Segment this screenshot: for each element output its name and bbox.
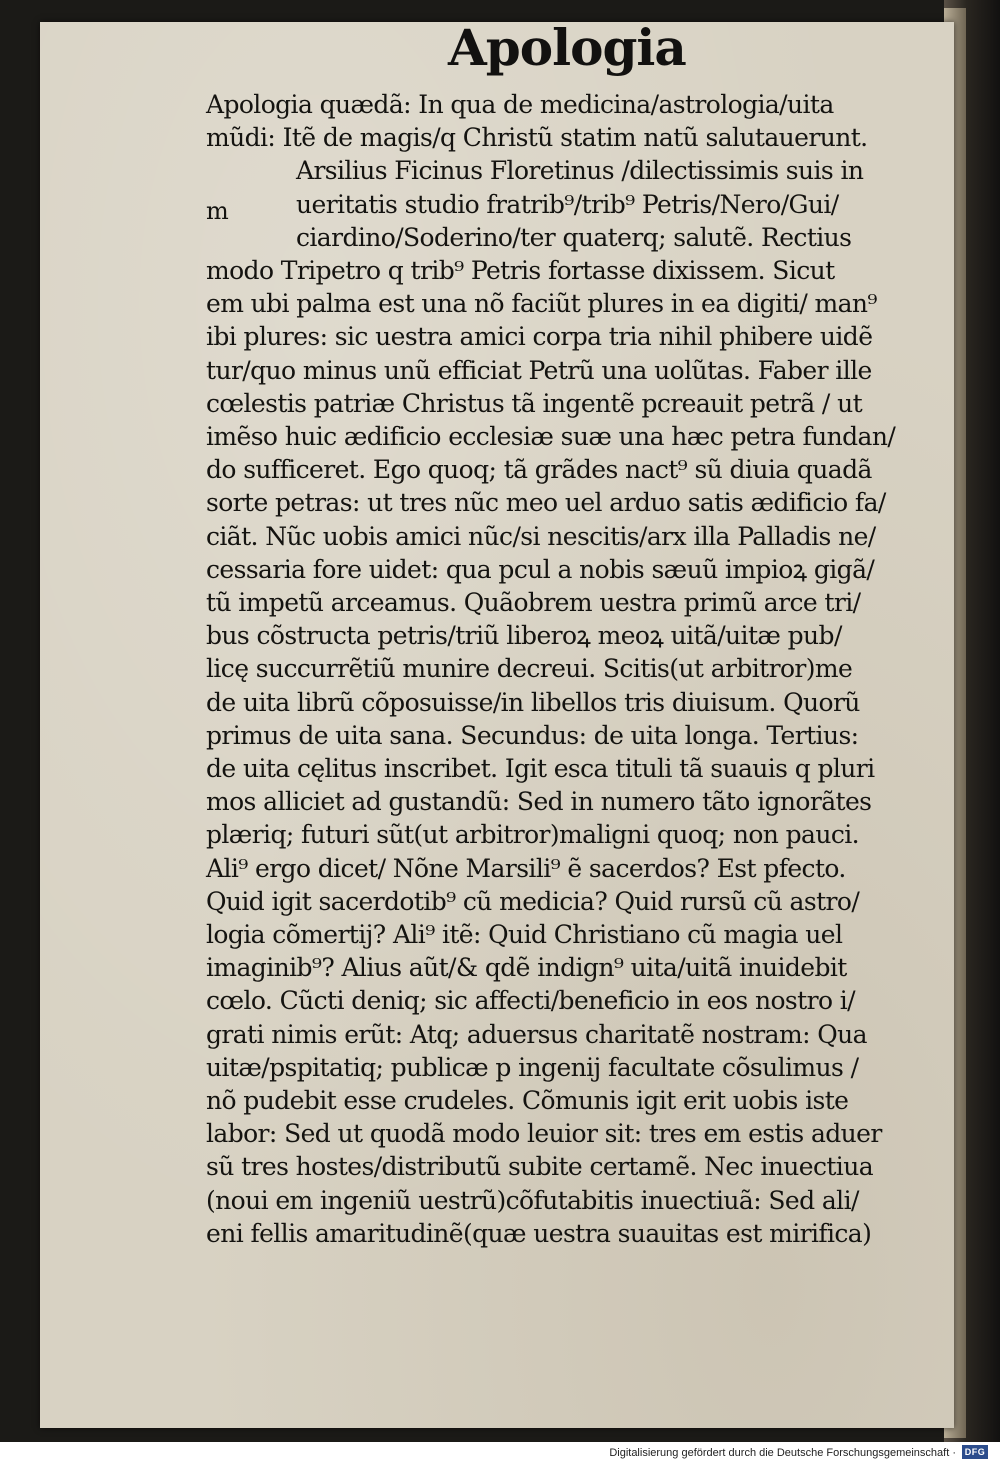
text-line: eni fellis amaritudinẽ(quæ uestra suauitas est mirifica) xyxy=(206,1219,872,1248)
running-head: Apologia xyxy=(448,18,686,77)
footer-credit: Digitalisierung gefördert durch die Deutsche Forschungsgemeinschaft · xyxy=(609,1447,956,1459)
text-line: ciardino/Soderino/ter quaterq; salutẽ. Rectius xyxy=(296,223,852,252)
text-line: cœlestis patriæ Christus tã ingentẽ pcreauit petrã / ut xyxy=(206,389,863,418)
text-line: primus de uita sana. Secundus: de uita longa. Tertius: xyxy=(206,721,859,750)
text-line: modo Tripetro q trib⁹ Petris fortasse dixissem. Sicut xyxy=(206,256,835,285)
body-text xyxy=(206,88,926,1268)
text-line: imaginib⁹? Alius aũt/& qdẽ indign⁹ uita/uitã inuidebit xyxy=(206,953,847,982)
text-line: uitæ/pspitatiq; publicæ p ingenij facultate cõsulimus / xyxy=(206,1053,859,1082)
text-line: imẽso huic ædificio ecclesiæ suæ una hæc petra fundan/ xyxy=(206,422,896,451)
text-line: Apologia quædã: In qua de medicina/astrologia/uita xyxy=(206,90,834,119)
text-line: sũ tres hostes/distributũ subite certamẽ. Nec inuectiua xyxy=(206,1152,874,1181)
text-line: (noui em ingeniũ uestrũ)cõfutabitis inuectiuã: Sed ali/ xyxy=(206,1186,859,1215)
text-line: ueritatis studio fratrib⁹/trib⁹ Petris/Nero/Gui/ xyxy=(296,190,839,219)
text-line: cessaria fore uidet: qua pcul a nobis sæuũ impioꝝ gigã/ xyxy=(206,555,875,584)
text-line: de uita librũ cõposuisse/in libellos tris diuisum. Quorũ xyxy=(206,688,860,717)
text-line: labor: Sed ut quodã modo leuior sit: tres em estis aduer xyxy=(206,1119,882,1148)
text-line: mũdi: Itẽ de magis/q Christũ statim natũ salutauerunt. xyxy=(206,123,868,152)
text-line: logia cõmertij? Ali⁹ itẽ: Quid Christiano cũ magia uel xyxy=(206,920,843,949)
text-line: plæriq; futuri sũt(ut arbitror)maligni quoq; non pauci. xyxy=(206,820,859,849)
text-line: ibi plures: sic uestra amici corpa tria nihil phibere uidẽ xyxy=(206,322,873,351)
text-line: sorte petras: ut tres nũc meo uel arduo satis ædificio fa/ xyxy=(206,488,886,517)
text-line: licę succurrẽtiũ munire decreui. Scitis(ut arbitror)me xyxy=(206,654,853,683)
text-line: mos alliciet ad gustandũ: Sed in numero tãto ignorãtes xyxy=(206,787,872,816)
text-line: tur/quo minus unũ efficiat Petrũ una uolũtas. Faber ille xyxy=(206,356,872,385)
text-line: Arsilius Ficinus Floretinus /dilectissimis suis in xyxy=(296,156,864,185)
text-line: cœlo. Cũcti deniq; sic affecti/beneficio in eos nostro i/ xyxy=(206,986,855,1015)
text-line: ciãt. Nũc uobis amici nũc/si nescitis/arx illa Palladis ne/ xyxy=(206,522,876,551)
text-line: bus cõstructa petris/triũ liberoꝝ meoꝝ uitã/uitæ pub/ xyxy=(206,621,842,650)
text-line: de uita cęlitus inscribet. Igit esca tituli tã suauis q pluri xyxy=(206,754,875,783)
text-line: nõ pudebit esse crudeles. Cõmunis igit erit uobis iste xyxy=(206,1086,849,1115)
text-line: Ali⁹ ergo dicet/ Nõne Marsili⁹ ẽ sacerdos? Est pfecto. xyxy=(206,854,846,883)
dfg-logo: DFG xyxy=(962,1445,988,1459)
text-line: do sufficeret. Ego quoq; tã grãdes nact⁹ sũ diuia quadã xyxy=(206,455,872,484)
text-line: grati nimis erũt: Atq; aduersus charitatẽ nostram: Qua xyxy=(206,1020,867,1049)
text-line: Quid igit sacerdotib⁹ cũ medicia? Quid rursũ cũ astro/ xyxy=(206,887,860,916)
initial-letter: m xyxy=(206,197,229,225)
text-line: tũ impetũ arceamus. Quãobrem uestra primũ arce tri/ xyxy=(206,588,861,617)
text-line: em ubi palma est una nõ faciũt plures in ea digiti/ man⁹ xyxy=(206,289,877,318)
